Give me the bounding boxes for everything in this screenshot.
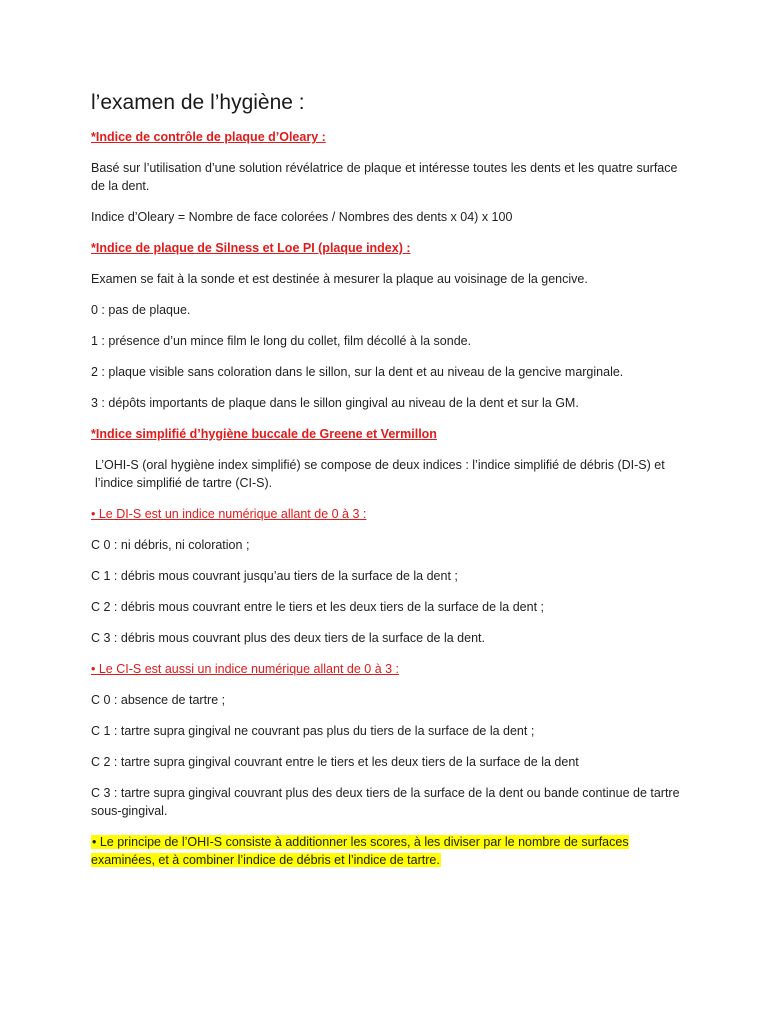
highlighted-text: • Le principe de l’OHI-S consiste à additionner les scores, à les diviser par le nombre de surfaces examinées, et à combiner l’indice de débris et l’indice de tartre. (91, 835, 629, 867)
section-heading-text: *Indice simplifié d’hygiène buccale de Greene et Vermillon (91, 427, 437, 441)
list-item: 2 : plaque visible sans coloration dans le sillon, sur la dent et au niveau de la gencive marginale. (91, 365, 624, 379)
list-item: C 1 : tartre supra gingival ne couvrant pas plus du tiers de la surface de la dent ; (91, 724, 535, 738)
list-item: 0 : pas de plaque. (91, 303, 191, 317)
highlighted-note (91, 833, 681, 869)
list-item: C 0 : ni débris, ni coloration ; (91, 538, 250, 552)
section-heading-silness-loe (91, 239, 681, 257)
paragraph: L’OHI-S (oral hygiène index simplifié) se compose de deux indices : l’indice simplifié de débris (DI-S) et l’indice simplifié de tartre (CI-S). (95, 458, 665, 490)
paragraph: Indice d’Oleary = Nombre de face colorées / Nombres des dents x 04) x 100 (91, 210, 513, 224)
subheading-cis (91, 660, 681, 678)
subheading-dis (91, 505, 681, 523)
list-item: C 3 : débris mous couvrant plus des deux tiers de la surface de la dent. (91, 631, 485, 645)
list-item: C 2 : débris mous couvrant entre le tiers et les deux tiers de la surface de la dent ; (91, 600, 545, 614)
paragraph: Basé sur l’utilisation d’une solution révélatrice de plaque et intéresse toutes les dents et les quatre surface de la dent. (91, 161, 678, 193)
subheading-text: • Le CI-S est aussi un indice numérique allant de 0 à 3 : (91, 662, 400, 676)
list-item: C 3 : tartre supra gingival couvrant plus des deux tiers de la surface de la dent ou bande continue de tartre sous-gingival. (91, 786, 680, 818)
section-heading-text: *Indice de plaque de Silness et Loe PI (plaque index) : (91, 241, 411, 255)
list-item: 3 : dépôts importants de plaque dans le sillon gingival au niveau de la dent et sur la GM. (91, 396, 579, 410)
subheading-text: • Le DI-S est un indice numérique allant de 0 à 3 : (91, 507, 367, 521)
list-item: C 0 : absence de tartre ; (91, 693, 226, 707)
section-heading-greene-vermillon (91, 425, 681, 443)
page-title: l’examen de l’hygiène : (91, 91, 305, 114)
list-item: C 1 : débris mous couvrant jusqu’au tiers de la surface de la dent ; (91, 569, 458, 583)
paragraph: Examen se fait à la sonde et est destinée à mesurer la plaque au voisinage de la gencive. (91, 272, 588, 286)
list-item: C 2 : tartre supra gingival couvrant entre le tiers et les deux tiers de la surface de la dent (91, 755, 579, 769)
list-item: 1 : présence d’un mince film le long du collet, film décollé à la sonde. (91, 334, 472, 348)
section-heading-text: *Indice de contrôle de plaque d’Oleary : (91, 130, 326, 144)
document-page (91, 89, 681, 882)
section-heading-oleary (91, 128, 681, 146)
